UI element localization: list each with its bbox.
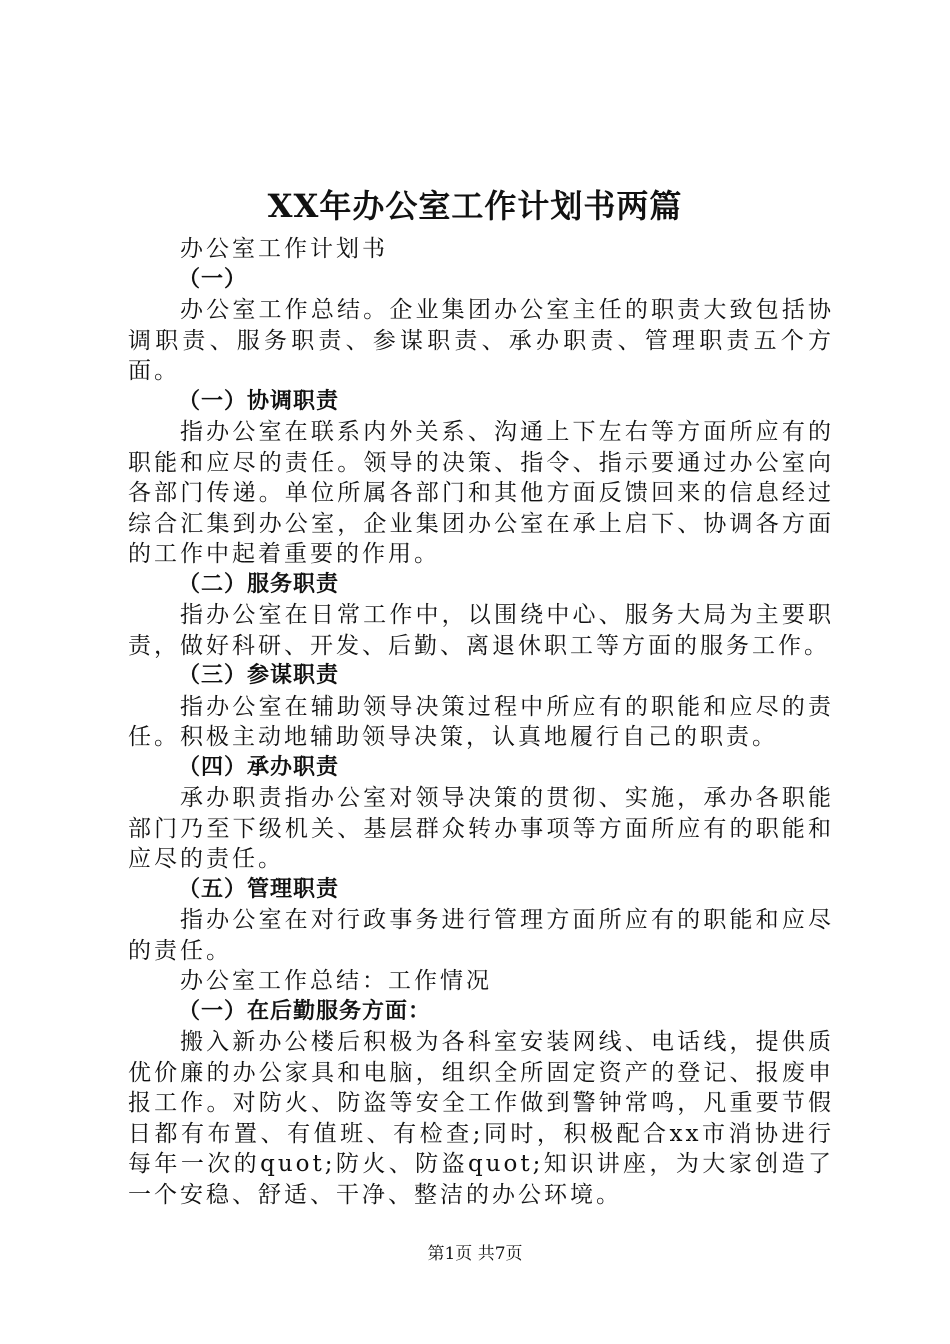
paragraph: 承办职责指办公室对领导决策的贯彻、实施，承办各职能部门乃至下级机关、基层群众转办事项等方面所应有的职能和应尽的责任。 xyxy=(128,785,834,872)
paragraph: 指办公室在辅助领导决策过程中所应有的职能和应尽的责任。积极主动地辅助领导决策，认真地履行自己的职责。 xyxy=(128,693,834,750)
section-heading: （一）在后勤服务方面： xyxy=(178,998,432,1024)
paragraph: 办公室工作总结。企业集团办公室主任的职责大致包括协调职责、服务职责、参谋职责、承办职责、管理职责五个方面。 xyxy=(128,297,834,384)
section-heading: （二）服务职责 xyxy=(178,571,340,597)
paragraph: 办公室工作总结：工作情况 xyxy=(180,968,492,994)
section-heading: （一）协调职责 xyxy=(178,388,340,414)
paragraph: 指办公室在日常工作中，以围绕中心、服务大局为主要职责，做好科研、开发、后勤、离退休职工等方面的服务工作。 xyxy=(128,602,834,659)
paragraph: 指办公室在对行政事务进行管理方面所应有的职能和应尽的责任。 xyxy=(128,907,834,964)
section-heading: （四）承办职责 xyxy=(178,754,340,780)
paragraph: 办公室工作计划书 xyxy=(180,236,388,262)
section-heading: （一） xyxy=(178,266,248,292)
paragraph: 搬入新办公楼后积极为各科室安装网线、电话线，提供质优价廉的办公家具和电脑，组织全所固定资产的登记、报废申报工作。对防火、防盗等安全工作做到警钟常鸣，凡重要节假日都有布置、有值班、有检查;同时，积极配合xx市消协进行每年一次的quot;防火、防盗quot;知识讲座，为大家创造了一个安稳、舒适、干净、整洁的办公环境。 xyxy=(128,1029,834,1208)
document-body xyxy=(128,234,834,1210)
page-number-footer: 第1页 共7页 xyxy=(427,1244,523,1264)
paragraph: 指办公室在联系内外关系、沟通上下左右等方面所应有的职能和应尽的责任。领导的决策、指令、指示要通过办公室向各部门传递。单位所属各部门和其他方面反馈回来的信息经过综合汇集到办公室，企业集团办公室在承上启下、协调各方面的工作中起着重要的作用。 xyxy=(128,419,834,567)
document-title: XX年办公室工作计划书两篇 xyxy=(267,187,683,225)
section-heading: （三）参谋职责 xyxy=(178,663,340,688)
section-heading: （五）管理职责 xyxy=(178,876,340,902)
